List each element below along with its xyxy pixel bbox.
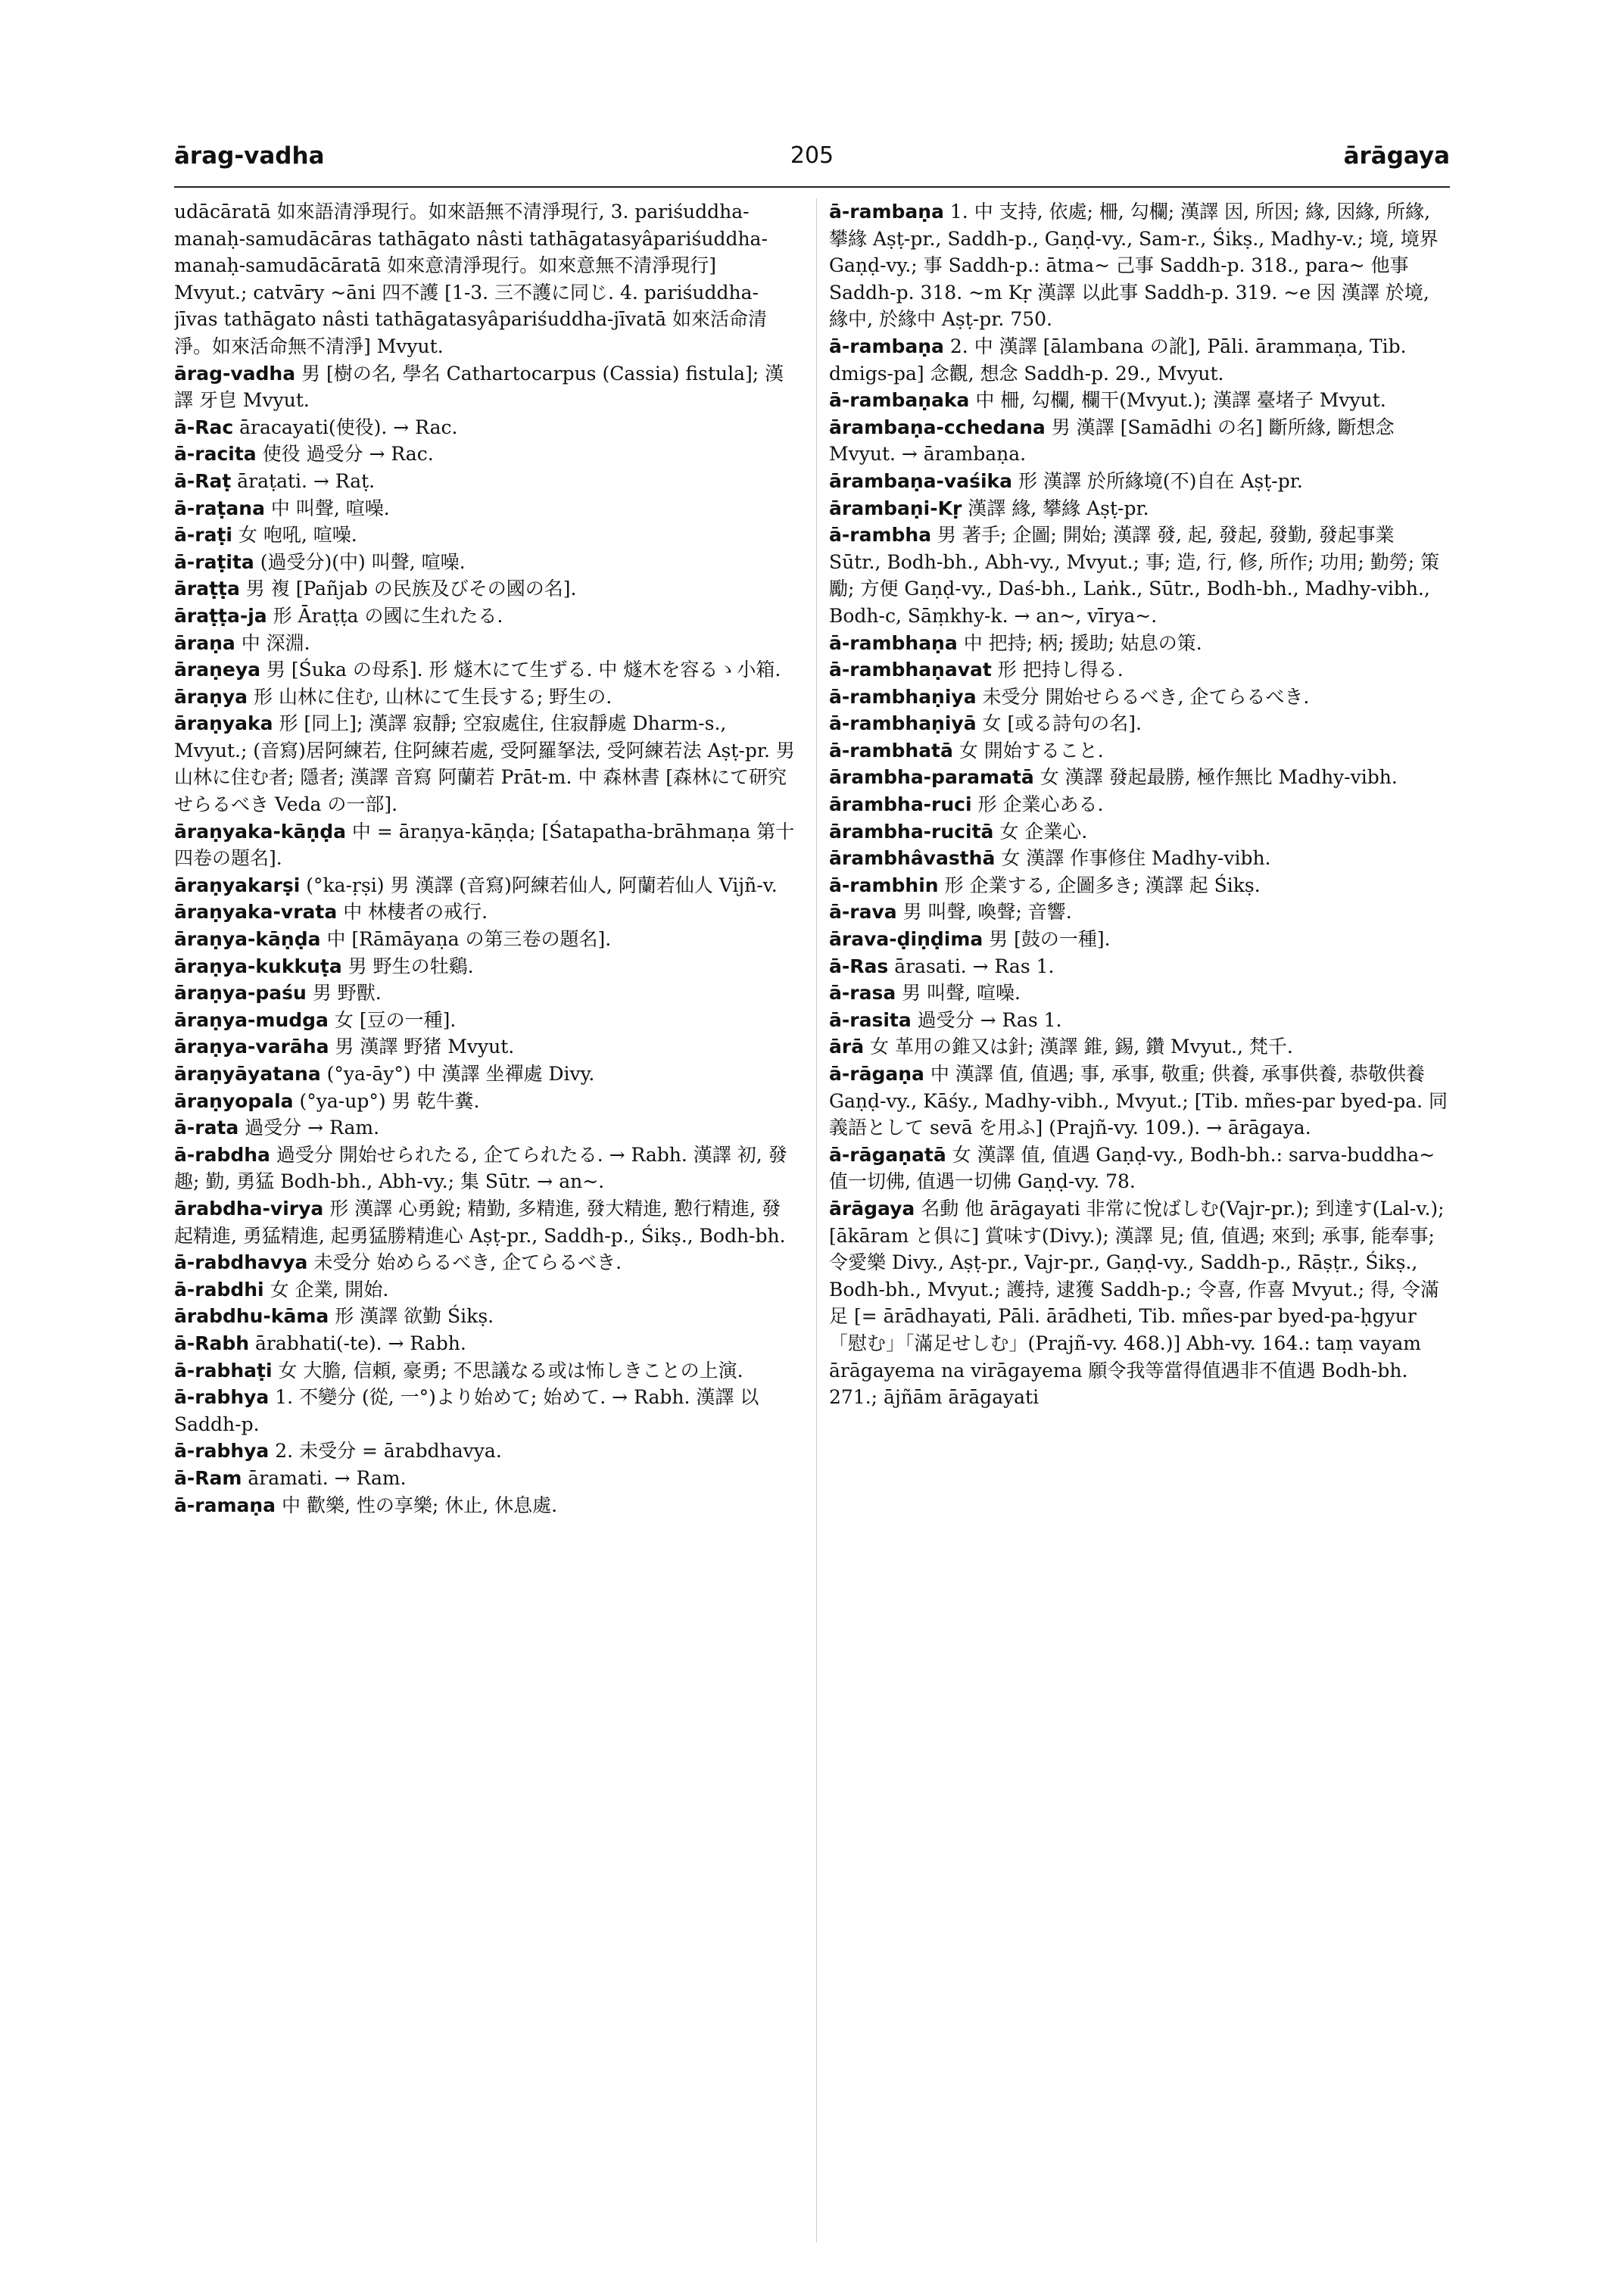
entry-definition: 形 把持し得る. [997,659,1124,681]
entry-definition: 男 [Śuka の母系]. 形 燧木にて生ずる. 中 燧木を容るゝ小箱. [266,659,781,681]
dictionary-entry [174,1195,795,1249]
dictionary-entry [829,872,1450,899]
entry-definition: 女 企業心. [999,820,1088,843]
dictionary-entry [829,1033,1450,1061]
entry-definition: āraṭati. → Raṭ. [237,469,376,492]
dictionary-entry [829,764,1450,791]
entry-definition: 形 漢譯 心勇銳; 精勤, 多精進, 發大精進, 懃行精進, 發起精進, 勇猛精進, 起勇猛勝精進心 Aṣṭ-pr., Saddh-p., Śikṣ., Bodh-bh. [174,1197,786,1247]
dictionary-entry [174,1142,795,1195]
entry-definition: 女 漢譯 發起最勝, 極作無比 Madhy-vibh. [1040,766,1398,789]
dictionary-entry [174,1276,795,1304]
dictionary-entry [174,818,795,872]
dictionary-entry [174,872,795,899]
entry-headword: ā-rava [829,901,897,924]
entry-definition: 中 深淵. [241,631,310,654]
dictionary-entry [174,630,795,657]
entry-definition: āracayati(使役). → Rac. [239,416,458,438]
entry-headword: ārambha-ruci [829,793,972,816]
entry-headword: ārabdhu-kāma [174,1305,329,1328]
entry-definition: 過受分 → Ram. [245,1117,380,1139]
dictionary-entry [174,1114,795,1142]
entry-headword: ā-rambhaṇavat [829,659,992,681]
dictionary-entry [174,1384,795,1438]
dictionary-entry [829,791,1450,818]
entry-definition: 2. 中 漢譯 [ālambana の訛], Pāli. ārammaṇa, Tib. dmigs-pa] 念觀, 想念 Saddh-p. 29., Mvyut. [829,335,1407,385]
dictionary-entry [829,468,1450,495]
dictionary-entry [174,980,795,1007]
dictionary-entry [174,360,795,414]
dictionary-entry [174,1357,795,1385]
dictionary-entry [829,1061,1450,1142]
entry-definition: 女 漢譯 值, 值遇 Gaṇḍ-vy., Bodh-bh.: sarva-buddha~ 值一切佛, 值遇一切佛 Gaṇḍ-vy. 78. [829,1143,1435,1193]
entry-definition: 中 叫聲, 喧噪. [270,497,390,519]
entry-headword: ārava-ḍiṇḍima [829,928,983,951]
dictionary-entry [829,1142,1450,1195]
entry-headword: ā-rambaṇa [829,201,944,223]
entry-definition: 1. 中 支持, 依處; 柵, 勾欄; 漢譯 因, 所因; 緣, 因緣, 所緣, 攀緣 Aṣṭ-pr., Saddh-p., Gaṇḍ-vy., Sam-r., Śikṣ., Madhy-v.; 境, 境界 Gaṇḍ-vy.; 事 Saddh-p.: ātma~ 己事 Saddh-p. 318., para~ 他事 Saddh-p. 318. ~m Kṛ 漢譯 以此事 Saddh-p. 319. ~e 因 漢譯 於境, 緣中, 於緣中 Aṣṭ-pr. 750. [829,201,1439,331]
entry-headword: ārambha-paramatā [829,766,1034,789]
page-number: 205 [790,142,834,169]
dictionary-entry [174,1465,795,1492]
entry-headword: ā-Ras [829,955,889,977]
entry-definition: 中 柵, 勾欄, 欄干(Mvyut.); 漢譯 臺堵子 Mvyut. [975,389,1386,412]
entry-definition: (°ka-ṛṣi) 男 漢譯 (音寫)阿練若仙人, 阿蘭若仙人 Vijñ-v. [306,874,778,896]
dictionary-entry [174,495,795,522]
entry-headword: ārā [829,1036,865,1058]
dictionary-entry [174,710,795,818]
entry-headword: āraṭṭa [174,578,240,600]
dictionary-entry [829,1195,1450,1411]
entry-definition: 使役 過受分 → Rac. [262,443,434,466]
entry-definition: 中 漢譯 值, 值遇; 事, 承事, 敬重; 供養, 承事供養, 恭敬供養 Gaṇḍ-vy., Kāśy., Madhy-vibh., Mvyut.; [Tib. mñes-par byed-pa. 同義語として sevā を用ふ] (Prajñ-vy. 109.). → ārāgaya. [829,1063,1448,1139]
entry-definition: 形 Āraṭṭa の國に生れたる. [273,604,503,627]
dictionary-entry [829,818,1450,846]
dictionary-entry [174,603,795,630]
entry-headword: ā-rabdhavya [174,1251,308,1274]
entry-headword: ā-rambhaṇa [829,631,958,654]
entry-definition: (°ya-up°) 男 乾牛糞. [299,1089,480,1112]
entry-headword: ā-raṭita [174,550,254,573]
dictionary-entry [174,1033,795,1061]
dictionary-entry [829,198,1450,333]
entry-definition: 形 山林に住む, 山林にて生長する; 野生の. [254,685,613,708]
entry-headword: āraṇa [174,631,235,654]
entry-headword: ā-rabdhi [174,1278,264,1301]
entry-definition: 過受分 → Ras 1. [917,1008,1062,1031]
dictionary-entry [174,926,795,953]
entry-definition: 男 著手; 企圖; 開始; 漢譯 發, 起, 發起, 發勤, 發起事業 Sūtr., Bodh-bh., Abh-vy., Mvyut.; 事; 造, 行, 修, 所作; 功用; 勤勞; 策勵; 方便 Gaṇḍ-vy., Daś-bh., Laṅk., Sūtr., Bodh-bh., Madhy-vibh., Bodh-c, Sāṃkhy-k. → an~, vīrya~. [829,524,1440,627]
entry-definition: 過受分 開始せられたる, 企てられたる. → Rabh. 漢譯 初, 發趣; 勤, 勇猛 Bodh-bh., Abh-vy.; 集 Sūtr. → an~. [174,1143,787,1193]
entry-definition: 形 企業心ある. [977,793,1104,816]
entry-headword: ā-raṭana [174,497,265,519]
entry-definition: ārabhati(-te). → Rabh. [255,1332,466,1354]
entry-definition: 形 漢譯 於所緣境(不)自在 Aṣṭ-pr. [1018,469,1303,492]
dictionary-entry [174,441,795,468]
entry-definition: 男 叫聲, 喧噪. [902,982,1021,1005]
entry-definition: 未受分 開始せらるべき, 企てらるべき. [982,685,1310,708]
entry-definition: 女 革用の錐又は針; 漢譯 錐, 錫, 鑽 Mvyut., 梵千. [870,1036,1293,1058]
entry-headword: āraṇyāyatana [174,1063,321,1085]
dictionary-entry [829,414,1450,468]
dictionary-entry [829,845,1450,872]
entry-headword: ā-racita [174,443,257,466]
dictionary-entry [174,953,795,980]
dictionary-entry [829,710,1450,737]
dictionary-entry [174,1330,795,1357]
entry-definition: 1. 不變分 (從, 一°)より始めて; 始めて. → Rabh. 漢譯 以 Saddh-p. [174,1386,759,1435]
dictionary-entry [174,522,795,549]
entry-headword: ā-rabhaṭi [174,1359,273,1382]
entry-headword: ā-rambhin [829,874,939,896]
dictionary-entry [174,1088,795,1115]
entry-definition: 男 野生の牡鷄. [348,955,474,977]
entry-definition: 中 把持; 柄; 援助; 姑息の策. [963,631,1202,654]
dictionary-entry [174,198,795,360]
dictionary-entry [829,387,1450,414]
dictionary-entry [829,495,1450,522]
entry-headword: ā-rasita [829,1008,912,1031]
entry-headword: ā-rata [174,1117,239,1139]
dictionary-entry [174,1249,795,1276]
page-header [174,142,1450,182]
entry-headword: ārāgaya [829,1197,915,1220]
entry-definition: 男 野獸. [312,982,382,1005]
entry-headword: āraṇyaka [174,712,273,735]
right-column [829,198,1450,2242]
entry-definition: 女 [豆の一種]. [334,1008,457,1031]
dictionary-entry [174,1303,795,1330]
entry-definition: 2. 未受分 = ārabdhavya. [275,1440,502,1463]
dictionary-entry [829,1007,1450,1034]
entry-headword: ā-rāgaṇatā [829,1143,946,1166]
entry-definition: 男 漢譯 [Samādhi の名] 斷所緣, 斷想念 Mvyut. → ārambaṇa. [829,416,1395,466]
entry-definition: 女 [或る詩句の名]. [982,712,1142,735]
dictionary-entry [174,575,795,603]
dictionary-entry [829,630,1450,657]
entry-definition: udācāratā 如來語清淨現行。如來語無不清淨現行, 3. pariśuddha-manaḥ-samudācāras tathāgato nâsti tathāgatasyâpariśuddha-manaḥ-samudācāratā 如來意清淨現行。如來意無不清淨現行] Mvyut.; catvāry ~āni 四不護 [1-3. 三不護に同じ. 4. pariśuddha-jīvas tathāgato nâsti tathāgatasyâpariśuddha-jīvatā 如來活命清淨。如來活命無不清淨] Mvyut. [174,201,768,357]
dictionary-entry [174,1492,795,1519]
entry-definition: āramati. → Ram. [248,1466,407,1489]
entry-headword: āraṇyopala [174,1089,294,1112]
entry-headword: ā-rabhya [174,1440,270,1463]
entry-definition: 男 叫聲, 喚聲; 音響. [902,901,1072,924]
dictionary-entry [174,1007,795,1034]
dictionary-entry [174,1438,795,1465]
entry-headword: āraṇyaka-vrata [174,901,338,924]
entry-definition: 中 = āraṇya-kāṇḍa; [Śatapatha-brāhmaṇa 第十四卷の題名]. [174,820,795,870]
entry-headword: ā-Rac [174,416,234,438]
dictionary-entry [829,953,1450,980]
entry-headword: ā-rambaṇaka [829,389,970,412]
dictionary-entry [174,549,795,576]
dictionary-entry [829,522,1450,629]
entry-headword: ā-rāgaṇa [829,1063,924,1085]
left-guide-word: ārag-vadha [174,142,325,170]
column-divider [816,198,817,2242]
entry-headword: āraṇya-kāṇḍa [174,928,321,951]
entry-definition: 中 林棲者の戒行. [343,901,488,924]
dictionary-entry [174,656,795,684]
entry-definition: 漢譯 緣, 攀緣 Aṣṭ-pr. [968,497,1149,519]
entry-headword: āraṇyakarṣi [174,874,301,896]
header-rule [174,186,1450,188]
entry-definition: 女 咆吼, 喧噪. [238,524,357,547]
entry-definition: 未受分 始めらるべき, 企てらるべき. [313,1251,622,1274]
entry-headword: ā-rabhya [174,1386,270,1409]
entry-headword: āraṭṭa-ja [174,604,267,627]
entry-definition: 中 [Rāmāyaṇa の第三卷の題名]. [326,928,612,951]
dictionary-entry [174,1061,795,1088]
entry-headword: ārambha-rucitā [829,820,994,843]
right-guide-word: ārāgaya [1343,142,1450,170]
entry-definition: 男 漢譯 野猪 Mvyut. [335,1036,515,1058]
entry-headword: ārambaṇa-vaśika [829,469,1013,492]
entry-headword: ā-Rabh [174,1332,250,1354]
entry-headword: ā-rambhatā [829,739,953,762]
entry-definition: 形 [同上]; 漢譯 寂靜; 空寂處住, 住寂靜處 Dharm-s., Mvyut.; (音寫)居阿練若, 住阿練若處, 受阿羅拏法, 受阿練若法 Aṣṭ-pr. 男 山林に住む者; 隱者; 漢譯 音寫 阿蘭若 Prāt-m. 中 森林書 [森林にて研究せらるべき Veda の一部]. [174,712,795,816]
entry-headword: ā-rambha [829,524,932,547]
entry-headword: ā-Raṭ [174,469,232,492]
dictionary-entry [174,684,795,711]
entry-headword: ā-rambhaṇiya [829,685,977,708]
left-column [174,198,795,2242]
entry-definition: 女 企業, 開始. [270,1278,389,1301]
entry-definition: ārasati. → Ras 1. [894,955,1055,977]
entry-headword: āraṇeya [174,659,260,681]
entry-headword: ā-rabdha [174,1143,270,1166]
entry-definition: 男 [鼓の一種]. [989,928,1111,951]
dictionary-entry [174,899,795,926]
entry-headword: ā-Ram [174,1466,242,1489]
entry-headword: ā-raṭi [174,524,232,547]
entry-definition: 女 大膽, 信頼, 豪勇; 不思議なる或は怖しきことの上演. [278,1359,743,1382]
dictionary-entry [829,737,1450,765]
entry-headword: āraṇya-mudga [174,1008,329,1031]
entry-definition: 男 [樹の名, 學名 Cathartocarpus (Cassia) fistula]; 漢譯 牙皀 Mvyut. [174,362,784,412]
entry-headword: ā-ramaṇa [174,1494,276,1516]
dictionary-entry [829,656,1450,684]
entry-definition: 形 漢譯 欲勤 Śikṣ. [335,1305,494,1328]
entry-headword: āraṇya [174,685,248,708]
dictionary-entry [829,899,1450,926]
entry-headword: ā-rambhaṇiyā [829,712,977,735]
entry-definition: (過受分)(中) 叫聲, 喧噪. [260,550,466,573]
dictionary-entry [829,684,1450,711]
entry-headword: ā-rambaṇa [829,335,944,357]
entry-definition: 中 歡樂, 性の享樂; 休止, 休息處. [282,1494,558,1516]
entry-headword: ārambaṇa-cchedana [829,416,1046,438]
dictionary-entry [829,926,1450,953]
entry-definition: 形 企業する, 企圖多き; 漢譯 起 Śikṣ. [944,874,1261,896]
entry-definition: 男 複 [Pañjab の民族及びその國の名]. [245,578,577,600]
dictionary-entry [174,468,795,495]
entry-headword: āraṇya-kukkuṭa [174,955,342,977]
entry-headword: ārabdha-virya [174,1197,324,1220]
entry-headword: āraṇya-paśu [174,982,307,1005]
entry-headword: ā-rasa [829,982,896,1005]
entry-definition: (°ya-āy°) 中 漢譯 坐禪處 Divy. [326,1063,595,1085]
entry-headword: ārag-vadha [174,362,296,385]
entry-headword: ārambaṇi-Kṛ [829,497,962,519]
entry-headword: āraṇya-varāha [174,1036,329,1058]
dictionary-entry [829,333,1450,387]
dictionary-entry [829,980,1450,1007]
entry-definition: 名動 他 ārāgayati 非常に悅ばしむ(Vajr-pr.); 到達す(Lal-v.); [ākāram と俱に] 賞味す(Divy.); 漢譯 見; 值, 值遇; 來到; 承事, 能奉事; 令愛樂 Divy., Aṣṭ-pr., Vajr-pr., Gaṇḍ-vy., Saddh-p., Rāṣṭr., Śikṣ., Bodh-bh., Mvyut.; 護持, 逮獲 Saddh-p.; 令喜, 作喜 Mvyut.; 得, 令滿足 [= ārādhayati, Pāli. ārādheti, Tib. mñes-par byed-pa-ḥgyur「慰む」「滿足せしむ」(Prajñ-vy. 468.)] Abh-vy. 164.: taṃ vayam ārāgayema na virāgayema 願令我等當得值遇非不值遇 Bodh-bh. 271.; ājñām ārāgayati [829,1197,1445,1409]
entry-definition: 女 開始すること. [959,739,1104,762]
entry-headword: āraṇyaka-kāṇḍa [174,820,346,843]
entry-headword: ārambhâvasthā [829,847,996,870]
dictionary-entry [174,414,795,441]
entry-definition: 女 漢譯 作事修住 Madhy-vibh. [1001,847,1271,870]
